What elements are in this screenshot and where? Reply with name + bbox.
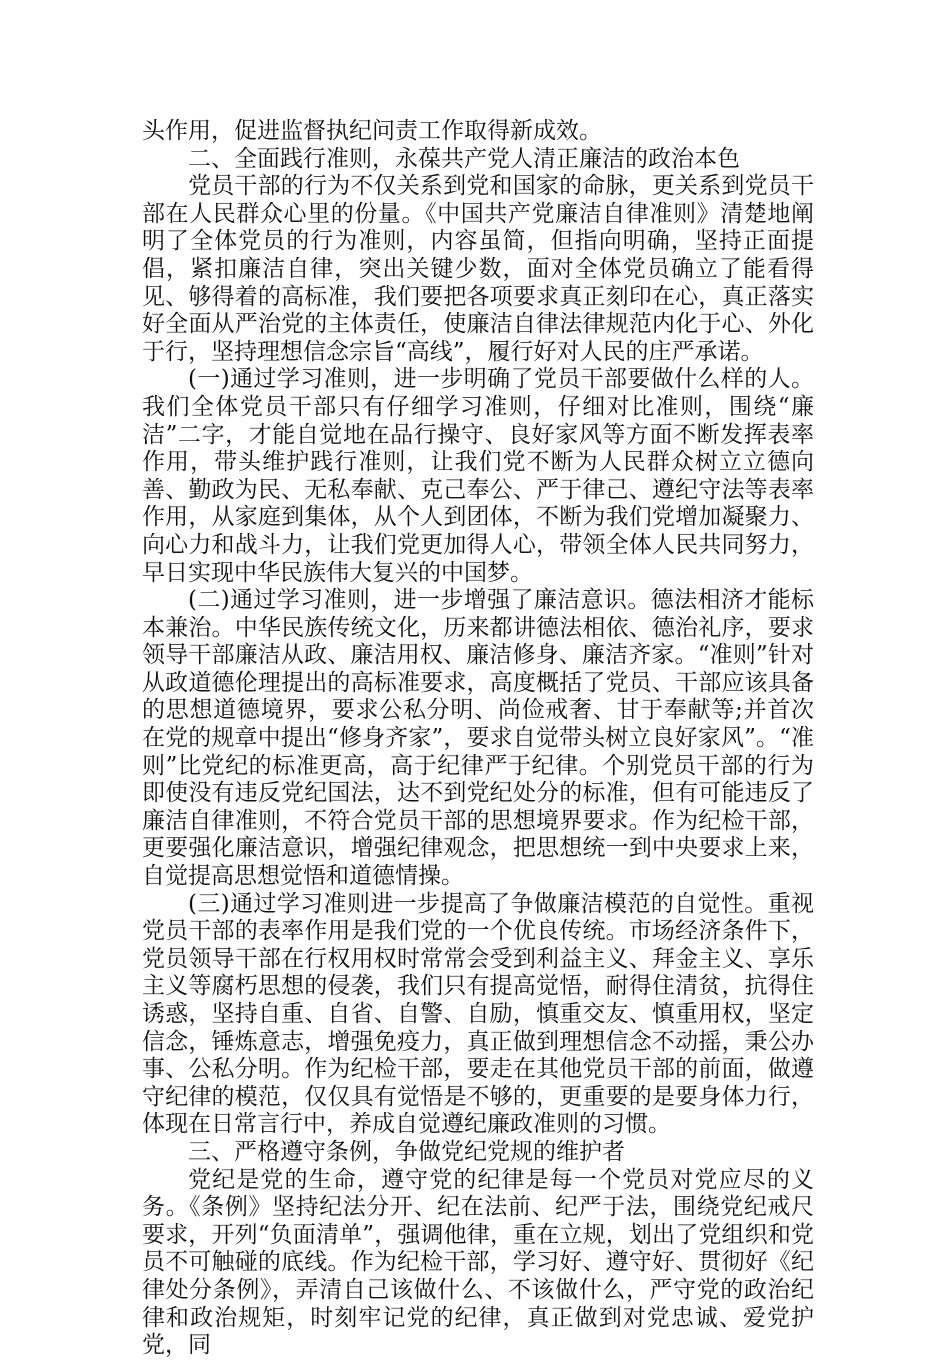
body-paragraph-point-two: (二)通过学习准则，进一步增强了廉洁意识。德法相济才能标本兼治。中华民族传统文化，历来都讲德法相依、德治礼序，要求领导干部廉洁从政、廉洁用权、廉洁修身、廉洁齐家。“准则”针对从政道德伦理提出的高标准要求，高度概括了党员、干部应该具备的思想道德境界，要求公私分明、尚俭戒奢、甘于奉献等;并首次在党的规章中提出“修身齐家”，要求自觉带头树立良好家风”。“准则”比党纪的标准更高，高于纪律严于纪律。个别党员干部的行为即使没有违反党纪国法，达不到党纪处分的标准，但有可能违反了廉洁自律准则，不符合党员干部的思想境界要求。作为纪检干部，更要强化廉洁意识，增强纪律观念，把思想统一到中央要求上来，自觉提高思想觉悟和道德情操。 [142, 587, 814, 890]
body-paragraph-intro: 党员干部的行为不仅关系到党和国家的命脉，更关系到党员干部在人民群众心里的份量。《中国共产党廉洁自律准则》清楚地阐明了全体党员的行为准则，内容虽简，但指向明确，坚持正面提倡，紧扣廉洁自律，突出关键少数，面对全体党员确立了能看得见、够得着的高标准，我们要把各项要求真正刻印在心，真正落实好全面从严治党的主体责任，使廉洁自律法律规范内化于心、外化于行，坚持理想信念宗旨“高线”，履行好对人民的庄严承诺。 [142, 173, 814, 365]
body-paragraph-point-three: (三)通过学习准则进一步提高了争做廉洁模范的自觉性。重视党员干部的表率作用是我们党的一个优良传统。市场经济条件下，党员领导干部在行权用权时常常会受到利益主义、拜金主义、享乐主义等腐朽思想的侵袭，我们只有提高觉悟，耐得住清贫，抗得住诱惑，坚持自重、自省、自警、自励，慎重交友、慎重用权，坚定信念，锤炼意志，增强免疫力，真正做到理想信念不动摇，秉公办事、公私分明。作为纪检干部，要走在其他党员干部的前面，做遵守纪律的模范，仅仅具有觉悟是不够的，更重要的是要身体力行，体现在日常言行中，养成自觉遵纪廉政准则的习惯。 [142, 890, 814, 1138]
document-body [142, 118, 814, 1360]
section-heading-three: 三、严格遵守条例，争做党纪党规的维护者 [188, 1138, 625, 1165]
body-paragraph-point-one: (一)通过学习准则，进一步明确了党员干部要做什么样的人。我们全体党员干部只有仔细学习准则，仔细对比准则，围绕“廉洁”二字，才能自觉地在品行操守、良好家风等方面不断发挥表率作用，带头维护践行准则，让我们党不断为人民群众树立立德向善、勤政为民、无私奉献、克己奉公、严于律己、遵纪守法等表率作用，从家庭到集体，从个人到团体，不断为我们党增加凝聚力、向心力和战斗力，让我们党更加得人心，带领全体人民共同努力，早日实现中华民族伟大复兴的中国梦。 [142, 366, 814, 586]
continuation-paragraph: 头作用，促进监督执纪问责工作取得新成效。 [142, 118, 602, 144]
section-heading-two: 二、全面践行准则，永葆共产党人清正廉洁的政治本色 [188, 145, 740, 172]
body-paragraph-discipline: 党纪是党的生命，遵守党的纪律是每一个党员对党应尽的义务。《条例》坚持纪法分开、纪在法前、纪严于法，围绕党纪戒尺要求，开列“负面清单”，强调他律，重在立规，划出了党组织和党员不可触碰的底线。作为纪检干部，学习好、遵守好、贯彻好《纪律处分条例》，弄清自己该做什么、不该做什么，严守党的政治纪律和政治规矩，时刻牢记党的纪律，真正做到对党忠诚、爱党护党，同 [142, 1166, 814, 1359]
